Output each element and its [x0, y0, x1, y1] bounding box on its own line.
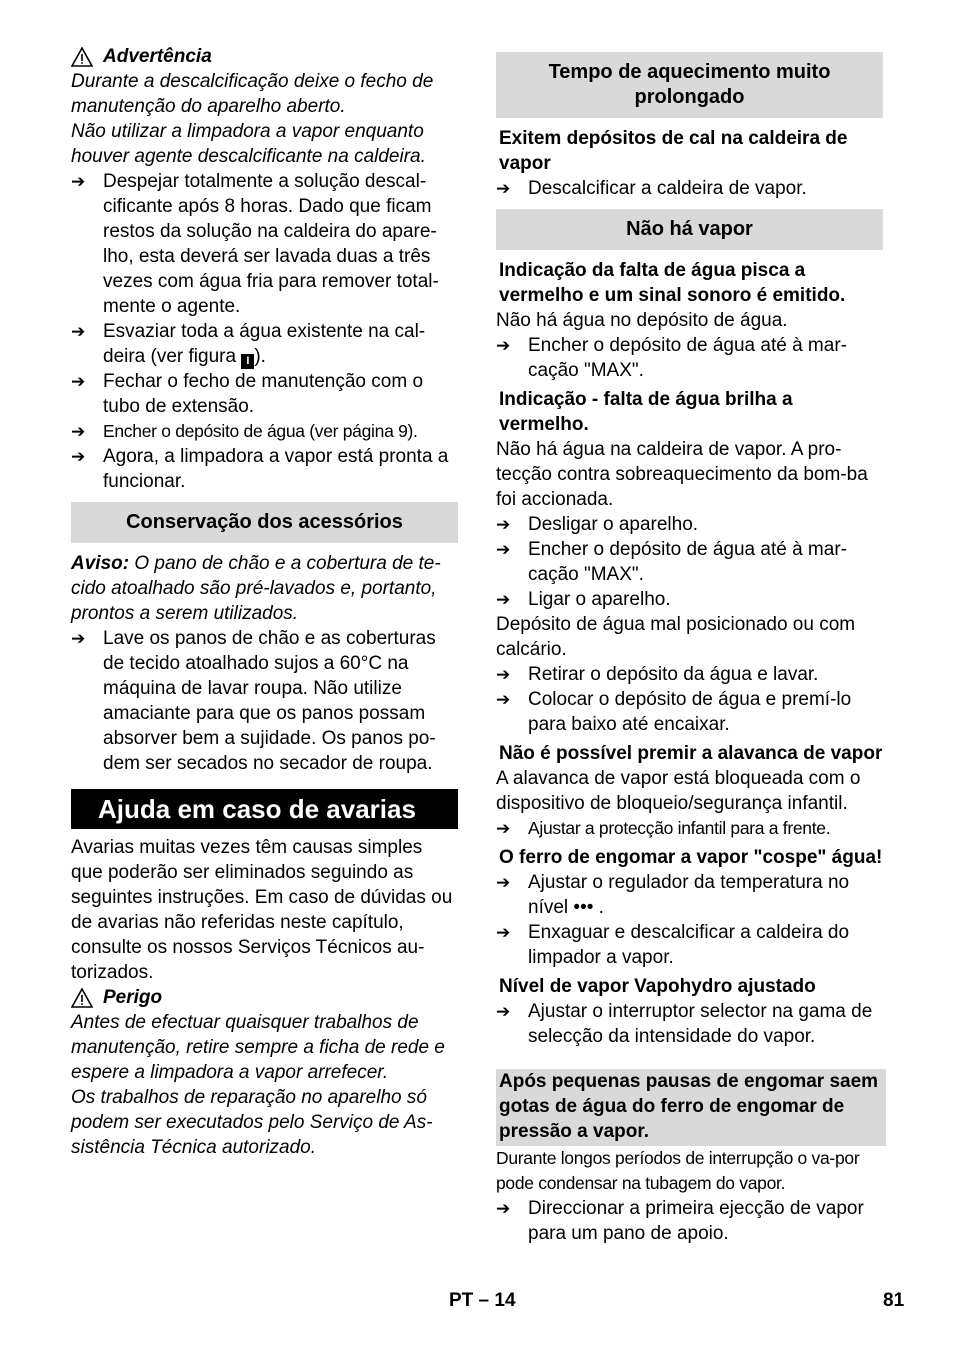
list-item: ➔ Despejar totalmente a solução descal-cificante após 8 horas. Dado que ficam restos da solução na caldeira do apare-lho, esta deverá ser lavada duas a três vezes com água fria para remover total-mente o agente. — [71, 171, 439, 317]
left-column — [71, 44, 458, 1160]
arrow-right-icon: ➔ — [496, 1002, 511, 1021]
warning-title: Advertência — [103, 46, 212, 67]
arrow-right-icon: ➔ — [71, 372, 86, 391]
figure-reference: I — [241, 354, 254, 369]
warning-text: Durante a descalcificação deixe o fecho de manutenção do aparelho aberto. — [71, 71, 434, 117]
page-label: PT – 14 — [449, 1290, 516, 1311]
body-text: Não há água no depósito de água. — [496, 310, 788, 331]
warning-text: Não utilizar a limpadora a vapor enquanto houver agente descalcificante na caldeira. — [71, 121, 426, 167]
arrow-right-icon: ➔ — [71, 629, 86, 648]
warning-triangle-icon — [71, 47, 93, 67]
section-heading-heating: Tempo de aquecimento muito prolongado — [496, 52, 883, 118]
danger-title: Perigo — [103, 987, 163, 1008]
list-item: ➔ Ligar o aparelho. — [496, 589, 671, 610]
arrow-right-icon: ➔ — [496, 1199, 511, 1218]
highlighted-subheading: Após pequenas pausas de engomar saem gotas de água do ferro de engomar de pressão a vapor. — [496, 1069, 886, 1146]
warning-triangle-icon — [71, 988, 93, 1008]
subheading: Nível de vapor Vapohydro ajustado — [499, 976, 816, 997]
subheading: Não é possível premir a alavanca de vapor — [499, 743, 883, 764]
list-item: ➔ Desligar o aparelho. — [496, 514, 699, 535]
arrow-right-icon: ➔ — [496, 590, 511, 609]
list-item: ➔ Encher o depósito de água até à mar-cação "MAX". — [496, 335, 847, 381]
list-item: ➔ Ajustar a protecção infantil para a frente. — [496, 816, 883, 841]
arrow-right-icon: ➔ — [71, 322, 86, 341]
arrow-right-icon: ➔ — [496, 179, 511, 198]
arrow-right-icon: ➔ — [496, 540, 511, 559]
list-item: ➔ Ajustar o interruptor selector na gama de selecção da intensidade do vapor. — [496, 1001, 873, 1047]
danger-text: Os trabalhos de reparação no aparelho só podem ser executados pelo Serviço de As-sistência Técnica autorizado. — [71, 1087, 433, 1158]
body-text: Depósito de água mal posicionado ou com calcário. — [496, 614, 856, 660]
arrow-right-icon: ➔ — [496, 923, 511, 942]
list-item: ➔ Esvaziar toda a água existente na cal-deira (ver figura I ). — [71, 321, 426, 367]
arrow-right-icon: ➔ — [496, 336, 511, 355]
list-item: ➔ Encher o depósito de água (ver página 9). — [71, 419, 458, 444]
help-intro: Avarias muitas vezes têm causas simples que poderão ser eliminados seguindo as seguintes instruções. Em caso de dúvidas ou de avarias não referidas neste capítulo, consulte os nossos Serviços Técnicos au-torizados. — [71, 837, 453, 983]
danger-text: Antes de efectuar quaisquer trabalhos de manutenção, retire sempre a ficha de rede e espere a limpadora a vapor arrefecer. — [71, 1012, 445, 1083]
arrow-right-icon: ➔ — [496, 515, 511, 534]
arrow-right-icon: ➔ — [496, 665, 511, 684]
body-text: Durante longos períodos de interrupção o va-por pode condensar na tubagem do vapor. — [496, 1148, 860, 1193]
list-item: ➔ Fechar o fecho de manutenção com o tubo de extensão. — [71, 371, 424, 417]
arrow-right-icon: ➔ — [496, 873, 511, 892]
arrow-right-icon: ➔ — [496, 690, 511, 709]
list-item: ➔ Ajustar o regulador da temperatura no nível ••• . — [496, 872, 850, 918]
arrow-right-icon: ➔ — [71, 447, 86, 466]
notice-text: Aviso: O pano de chão e a cobertura de te-cido atoalhado são pré-lavados e, portanto, prontos a serem utilizados. — [71, 553, 441, 624]
list-item: ➔ Direccionar a primeira ejecção de vapor para um pano de apoio. — [496, 1198, 864, 1244]
page-number: 81 — [883, 1290, 905, 1311]
arrow-right-icon: ➔ — [71, 422, 85, 441]
list-item: ➔ Colocar o depósito de água e premí-lo para baixo até encaixar. — [496, 689, 852, 735]
chapter-heading: Ajuda em caso de avarias — [71, 789, 458, 829]
list-item: ➔ Agora, a limpadora a vapor está pronta a funcionar. — [71, 446, 449, 492]
list-item: ➔ Enxaguar e descalcificar a caldeira do limpador a vapor. — [496, 922, 850, 968]
body-text: Não há água na caldeira de vapor. A pro-tecção contra sobreaquecimento da bom-ba foi accionada. — [496, 439, 868, 510]
section-heading-no-vapor: Não há vapor — [496, 209, 883, 250]
arrow-right-icon: ➔ — [496, 819, 510, 838]
subheading: Indicação da falta de água pisca a vermelho e um sinal sonoro é emitido. — [499, 260, 846, 306]
list-item: ➔ Descalcificar a caldeira de vapor. — [496, 178, 807, 199]
subheading: Indicação - falta de água brilha a vermelho. — [499, 389, 793, 435]
danger-heading — [71, 985, 458, 1010]
body-text: A alavanca de vapor está bloqueada com o dispositivo de bloqueio/segurança infantil. — [496, 768, 861, 814]
warning-heading — [71, 44, 458, 69]
arrow-right-icon: ➔ — [71, 172, 86, 191]
subheading: Exitem depósitos de cal na caldeira de vapor — [499, 128, 848, 174]
section-heading-accessories: Conservação dos acessórios — [71, 502, 458, 543]
right-column — [496, 44, 883, 1246]
subheading: O ferro de engomar a vapor "cospe" água! — [499, 847, 883, 868]
list-item: ➔ Retirar o depósito da água e lavar. — [496, 664, 819, 685]
list-item: ➔ Lave os panos de chão e as coberturas de tecido atoalhado sujos a 60°C na máquina de lavar roupa. Não utilize amaciante para que os panos possam absorver bem a sujidade. Os panos po-dem ser secados no secador de roupa. — [71, 628, 436, 774]
list-item: ➔ Encher o depósito de água até à mar-cação "MAX". — [496, 539, 847, 585]
